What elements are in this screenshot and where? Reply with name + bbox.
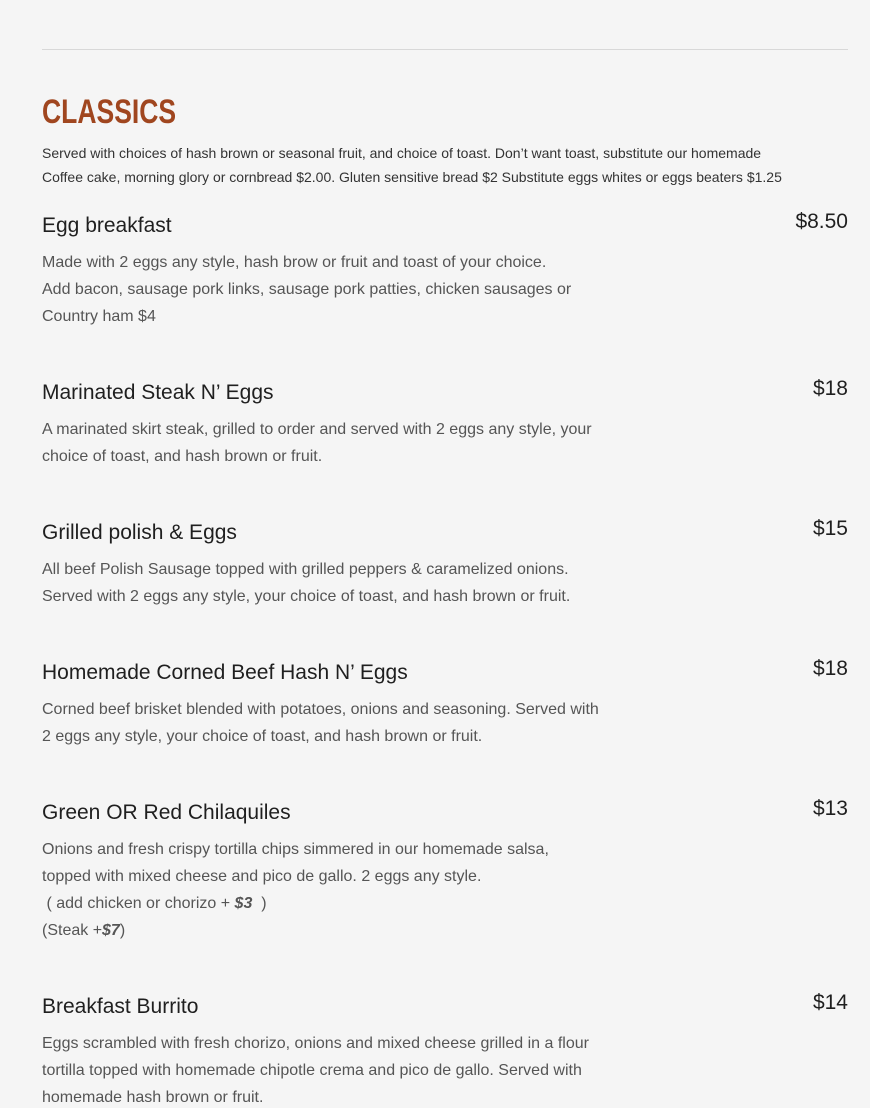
description-line: Add bacon, sausage pork links, sausage pork patties, chicken sausages or [42,281,572,298]
description-line: tortilla topped with homemade chipotle crema and pico de gallo. Served with [42,1062,582,1079]
menu-item-name: Grilled polish & Eggs [42,521,237,544]
addon-steak-suffix: ) [119,922,126,939]
description-line: Corned beef brisket blended with potatoes, onions and seasoning. Served with [42,701,599,718]
section-title: CLASSICS [42,93,177,131]
menu-item-name: Marinated Steak N’ Eggs [42,381,274,404]
description-line: choice of toast, and hash brown or fruit. [42,448,323,465]
menu-item-description [42,836,642,944]
section-description-line: Served with choices of hash brown or seasonal fruit, and choice of toast. Don’t want toast, substitute our homemade [42,145,762,161]
menu-item-description [42,416,642,470]
menu-item-price: $13 [812,797,848,820]
addon-steak-prefix: (Steak + [42,922,103,939]
menu-item-price: $15 [812,517,848,540]
description-line: Country ham $4 [42,308,156,325]
menu-item-egg-breakfast [42,212,848,330]
addon-chicken-price: $3 [234,895,253,912]
addon-chicken-line [42,890,642,917]
description-line: Made with 2 eggs any style, hash brow or fruit and toast of your choice. [42,254,547,271]
menu-item-corned-beef-hash [42,659,848,750]
description-line: 2 eggs any style, your choice of toast, and hash brown or fruit. [42,728,483,745]
description-line: homemade hash brown or fruit. [42,1089,264,1106]
addon-steak-price: $7 [102,922,120,939]
menu-item-price: $14 [812,991,848,1014]
menu-item-price: $18 [812,657,848,680]
description-line: A marinated skirt steak, grilled to order and served with 2 eggs any style, your [42,421,592,438]
addon-chicken-prefix: ( add chicken or chorizo + [42,895,235,912]
description-line: Onions and fresh crispy tortilla chips simmered in our homemade salsa, [42,841,549,858]
section-description-line: Coffee cake, morning glory or cornbread $2.00. Gluten sensitive bread $2 Substitute eggs whites or eggs beaters $1.25 [42,169,782,185]
description-line: topped with mixed cheese and pico de gallo. 2 eggs any style. [42,868,482,885]
menu-item-price: $18 [812,377,848,400]
description-line: Eggs scrambled with fresh chorizo, onions and mixed cheese grilled in a flour [42,1035,589,1052]
menu-item-marinated-steak [42,379,848,470]
menu-item-description [42,249,642,330]
description-line: Served with 2 eggs any style, your choice of toast, and hash brown or fruit. [42,588,571,605]
menu-item-price: $8.50 [795,210,848,233]
section-description [42,141,842,189]
menu-item-name: Green OR Red Chilaquiles [42,801,291,824]
menu-item-description [42,556,642,610]
addon-chicken-suffix: ) [252,895,267,912]
menu-item-name: Breakfast Burrito [42,995,199,1018]
menu-item-grilled-polish [42,519,848,610]
menu-item-chilaquiles [42,799,848,944]
description-line: All beef Polish Sausage topped with grilled peppers & caramelized onions. [42,561,569,578]
menu-item-name: Egg breakfast [42,214,172,237]
menu-item-description [42,1030,642,1108]
addon-steak-line [42,917,642,944]
menu-item-name: Homemade Corned Beef Hash N’ Eggs [42,661,408,684]
menu-item-description [42,696,642,750]
menu-item-breakfast-burrito [42,993,848,1108]
top-divider [42,49,848,50]
